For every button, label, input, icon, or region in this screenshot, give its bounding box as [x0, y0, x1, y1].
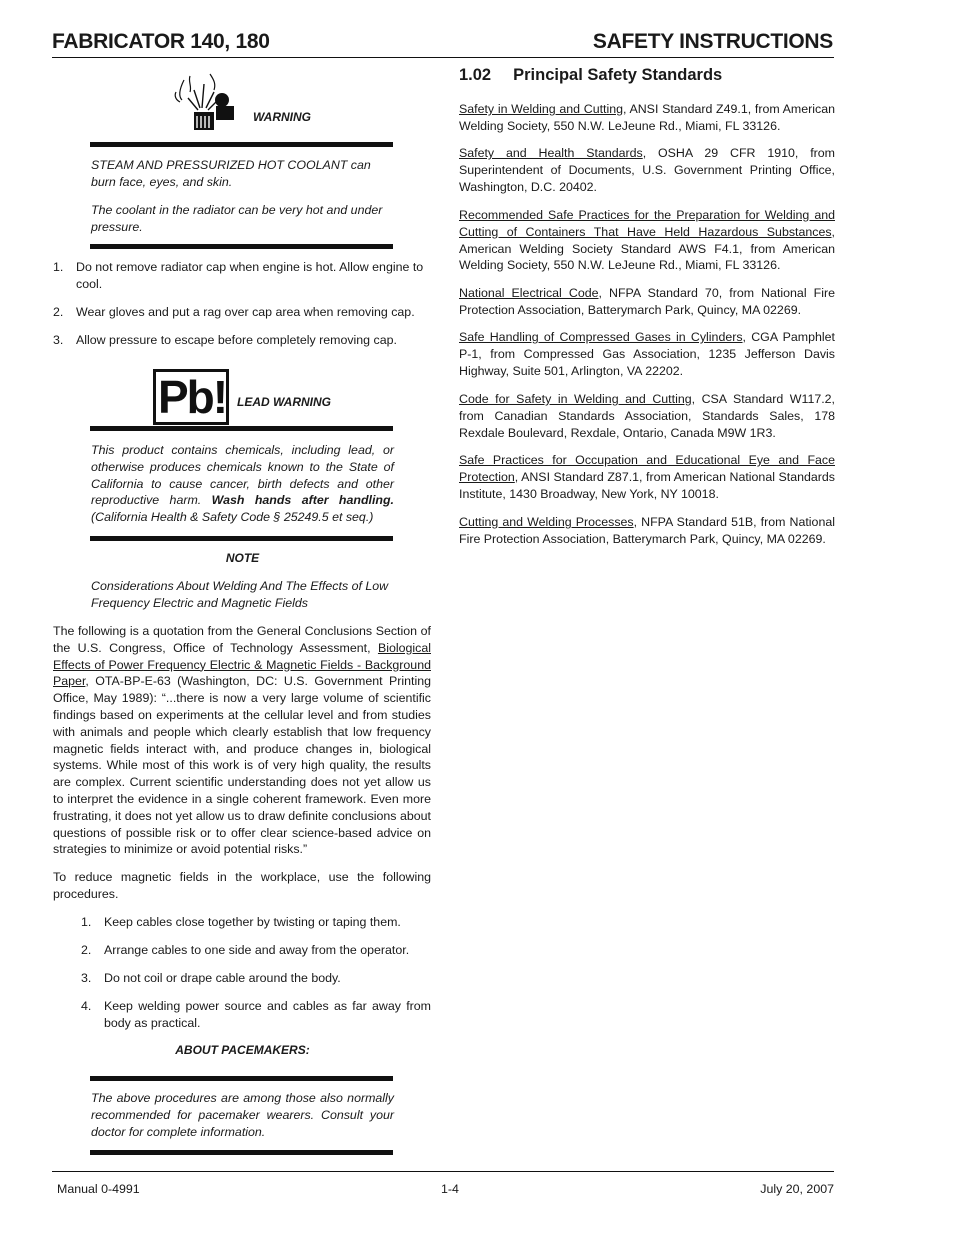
section-title: Principal Safety Standards — [513, 66, 723, 84]
footer-page-number: 1-4 — [441, 1182, 459, 1196]
footer-date: July 20, 2007 — [760, 1182, 834, 1196]
pacemakers-top-bar — [90, 1076, 393, 1081]
list-item-text: Allow pressure to escape before completely removing cap. — [76, 333, 397, 347]
header-product-title: FABRICATOR 140, 180 — [52, 30, 270, 53]
quotation-paragraph — [53, 623, 431, 858]
standard-title: Safety in Welding and Cutting — [459, 102, 624, 116]
standard-title: Code for Safety in Welding and Cutting — [459, 392, 692, 406]
standard-details: , ANSI Standard Z49.1, from American Welding Society, 550 N.W. LeJeune Rd., Miami, FL 33126. — [459, 102, 835, 133]
list-item — [53, 304, 431, 321]
list-item-number: 1. — [53, 260, 64, 274]
list-item-text: Keep welding power source and cables as far away from body as practical. — [104, 999, 431, 1030]
standard-title: Safety and Health Standards — [459, 146, 643, 160]
warning-label: WARNING — [253, 110, 311, 124]
standard-title: Safe Practices for Occupation and Educational Eye and Face Protection — [459, 453, 835, 484]
pacemakers-text: The above procedures are among those also normally recommended for pacemaker wearers. Consult your doctor for complete information. — [91, 1091, 394, 1139]
section-number: 1.02 — [459, 66, 492, 84]
list-item-text: Arrange cables to one side and away from the operator. — [104, 943, 410, 957]
lead-warning-text — [91, 442, 394, 526]
standard-entry — [459, 285, 835, 319]
standard-entry — [459, 452, 835, 502]
standard-details: , CGA Pamphlet P-1, from Compressed Gas Association, 1235 Jefferson Davis Highway, Suite 501, Arlington, VA 22202. — [459, 330, 835, 378]
warning-top-bar — [90, 142, 393, 147]
header-section-title: SAFETY INSTRUCTIONS — [592, 30, 833, 53]
warning-text-steam: STEAM AND PRESSURIZED HOT COOLANT can burn face, eyes, and skin. — [91, 158, 371, 189]
steam-hand-icon — [170, 70, 240, 136]
note-top-bar — [90, 536, 393, 541]
list-item-number: 2. — [53, 305, 64, 319]
warning-text-coolant: The coolant in the radiator can be very hot and under pressure. — [91, 203, 383, 234]
lead-warning-icon — [153, 369, 229, 425]
list-item — [81, 942, 431, 959]
reduce-intro: To reduce magnetic fields in the workplace, use the following procedures. — [53, 870, 431, 901]
list-item — [81, 998, 431, 1032]
standard-entry — [459, 145, 835, 195]
list-item-number: 3. — [81, 971, 92, 985]
lead-warning-bar — [90, 426, 393, 431]
quotation-intro: The following is a quotation from the General Conclusions Section of the U.S. Congress, Office of Technology Assessment, — [53, 624, 431, 655]
standard-title: Cutting and Welding Processes — [459, 515, 634, 529]
list-item-number: 3. — [53, 333, 64, 347]
footer-manual-number: Manual 0-4991 — [57, 1182, 140, 1196]
list-item — [81, 970, 431, 987]
standard-title: Recommended Safe Practices for the Preparation for Welding and Cutting of Containers That Have Held Hazardous Substances — [459, 208, 835, 239]
standard-details: , OSHA 29 CFR 1910, from Superintendent of Documents, U.S. Government Printing Office, Washington, D.C. 20402. — [459, 146, 835, 194]
warning-bottom-bar — [90, 244, 393, 249]
footer-rule — [52, 1171, 834, 1172]
standard-details: , NFPA Standard 70, from National Fire Protection Association, Batterymarch Park, Quincy, MA 02269. — [459, 286, 835, 317]
pacemakers-bottom-bar — [90, 1150, 393, 1155]
lead-text-bold: Wash hands after handling. — [211, 493, 394, 508]
standard-details: , ANSI Standard Z87.1, from American National Standards Institute, 1430 Broadway, New York, NY 10018. — [459, 469, 835, 501]
list-item-number: 1. — [81, 915, 92, 929]
list-item-text: Do not remove radiator cap when engine is hot. Allow engine to cool. — [76, 260, 424, 291]
list-item — [53, 259, 431, 293]
note-text: Considerations About Welding And The Effects of Low Frequency Electric and Magnetic Fields — [91, 579, 389, 610]
quotation-reference: Biological Effects of Power Frequency Electric & Magnetic Fields - Background Paper — [53, 640, 431, 689]
standard-details: , CSA Standard W117.2, from Canadian Standards Association, Standards Sales, 178 Rexdale Boulevard, Rexdale, Ontario, Canada M9W 1R3. — [459, 392, 835, 440]
standard-entry — [459, 514, 835, 548]
lead-text-main: This product contains chemicals, including lead, or otherwise produces chemicals known to the State of California to cause cancer, birth defects and other reproductive harm. — [91, 443, 394, 508]
note-label: NOTE — [225, 551, 260, 565]
list-item-number: 4. — [81, 999, 92, 1013]
list-item-text: Keep cables close together by twisting or taping them. — [104, 915, 401, 929]
standard-entry — [459, 391, 835, 441]
list-item-text: Do not coil or drape cable around the body. — [104, 971, 341, 985]
standard-entry — [459, 329, 835, 379]
standard-entry — [459, 207, 835, 274]
pacemakers-label: ABOUT PACEMAKERS: — [175, 1043, 310, 1057]
standard-details: , American Welding Society Standard AWS F4.1, from American Welding Society, 550 N.W. LeJeune Rd., Miami, FL 33126. — [459, 224, 835, 273]
standard-entry — [459, 101, 835, 135]
lead-text-citation: (California Health & Safety Code § 25249.5 et seq.) — [91, 510, 374, 525]
header-rule — [52, 57, 834, 58]
list-item-number: 2. — [81, 943, 92, 957]
list-item — [81, 914, 431, 931]
lead-warning-label: LEAD WARNING — [237, 395, 331, 409]
quotation-body: , OTA-BP-E-63 (Washington, DC: U.S. Government Printing Office, May 1989): “...there is now a very large volume of scientific findings based on experiments at the cellular level and from studies with animals and people which clearly establish that low frequency magnetic fields interact with, and produce changes in, biological systems. While most of this work is of very high quality, the results are complex. Current scientific understanding does not yet allow us to interpret the evidence in a single coherent framework. Even more frustrating, it does not yet allow us to draw definite conclusions about questions of possible risk or to offer clear science-based advice on strategies to minimize or avoid potential risks.” — [53, 674, 431, 857]
standard-title: National Electrical Code — [459, 286, 599, 300]
section-heading — [459, 64, 722, 86]
list-item-text: Wear gloves and put a rag over cap area when removing cap. — [76, 305, 415, 319]
standard-details: , NFPA Standard 51B, from National Fire Protection Association, Batterymarch Park, Quincy, MA 02269. — [459, 515, 835, 546]
standard-title: Safe Handling of Compressed Gases in Cylinders — [459, 330, 743, 344]
list-item — [53, 332, 431, 349]
lead-icon-text: Pb! — [158, 371, 227, 423]
